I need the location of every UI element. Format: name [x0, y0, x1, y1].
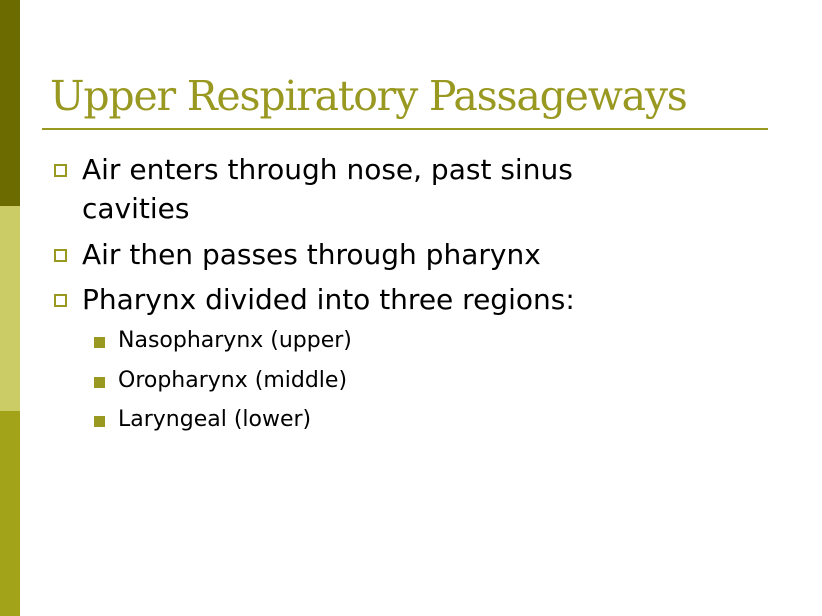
sub-bullet-text: Nasopharynx (upper)	[118, 328, 352, 353]
side-bar-middle-segment	[0, 206, 20, 411]
filled-square-bullet-icon	[94, 377, 105, 388]
side-accent-bar	[0, 0, 20, 616]
filled-square-bullet-icon	[94, 337, 105, 348]
side-bar-bottom-segment	[0, 411, 20, 616]
bullet-text-line2: cavities	[82, 192, 190, 225]
title-underline-rule	[42, 128, 768, 130]
hollow-square-bullet-icon	[54, 164, 67, 177]
sub-bullet-text: Oropharynx (middle)	[118, 368, 348, 393]
hollow-square-bullet-icon	[54, 249, 67, 262]
bullet-text: Pharynx divided into three regions:	[82, 283, 575, 316]
side-bar-top-segment	[0, 0, 20, 206]
filled-square-bullet-icon	[94, 416, 105, 427]
bullet-text-line1: Air enters through nose, past sinus	[82, 153, 573, 186]
sub-bullet-text: Laryngeal (lower)	[118, 407, 312, 432]
bullet-text: Air then passes through pharynx	[82, 238, 541, 271]
hollow-square-bullet-icon	[54, 294, 67, 307]
slide-title: Upper Respiratory Passageways	[50, 72, 687, 120]
